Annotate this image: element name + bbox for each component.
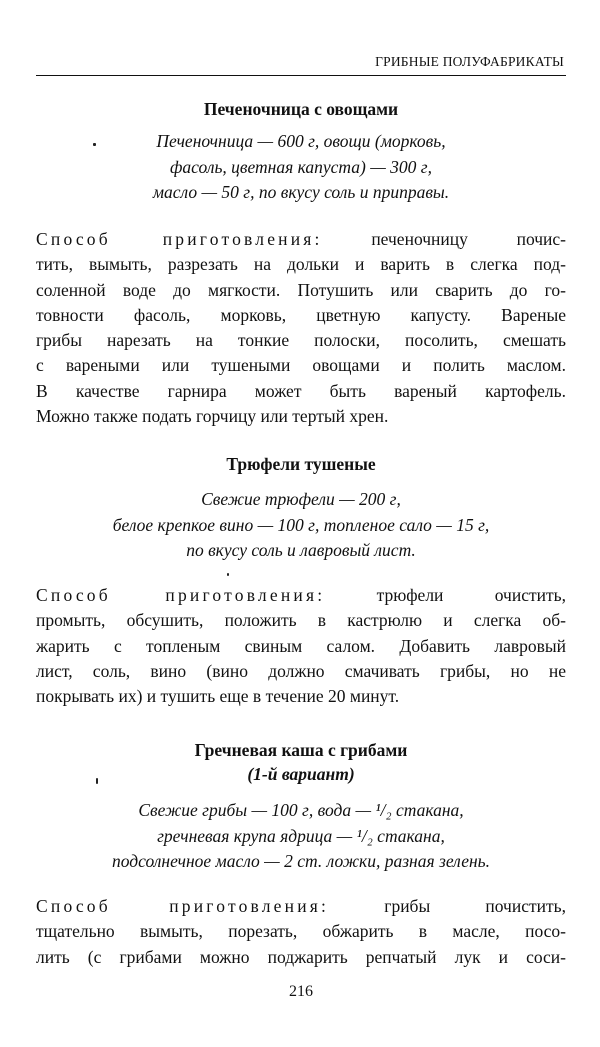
method-line: лить (с грибами можно поджарить репчатый лук и соси- <box>36 946 566 967</box>
recipe-title-line: Печеночница с овощами <box>203 99 399 119</box>
method-line: покрывать их) и тушить еще в течение 20 минут. <box>36 686 400 707</box>
method-line: тить, вымыть, разрезать на дольки и варить в слегка под- <box>36 254 566 275</box>
ingredient-line: Свежие грибы — 100 г, вода — ¹/₂ стакана, <box>138 800 464 820</box>
ingredient-line: фасоль, цветная капуста) — 300 г, <box>170 156 432 177</box>
method-first-line <box>36 227 566 252</box>
ingredients-3 <box>36 798 566 875</box>
header-rule <box>36 75 566 76</box>
method-line: промыть, обсушить, положить в кастрюлю и слегка об- <box>36 610 566 631</box>
scan-speck <box>93 143 96 146</box>
method-label: Способ приготовления: <box>36 896 330 916</box>
recipe-title-line: Гречневая каша с грибами <box>194 740 408 760</box>
ingredient-line: гречневая крупа ядрица — ¹/₂ стакана, <box>157 825 445 846</box>
ingredient-line: белое крепкое вино — 100 г, топленое сало — 15 г, <box>112 514 490 535</box>
method-line: с вареными или тушеными овощами и полить маслом. <box>36 355 566 376</box>
recipe-title-3 <box>36 738 566 786</box>
method-text: грибы почистить, <box>384 896 566 916</box>
recipe-title-1 <box>36 97 566 121</box>
ingredient-line: масло — 50 г, по вкусу соль и приправы. <box>152 182 450 202</box>
method-line: жарить с топленым свиным салом. Добавить лавровый <box>36 635 566 656</box>
method-text: трюфели очистить, <box>376 585 566 605</box>
ingredient-line: по вкусу соль и лавровый лист. <box>186 540 416 560</box>
method-2 <box>36 583 566 709</box>
ingredients-2 <box>36 487 566 564</box>
method-line: тщательно вымыть, порезать, обжарить в масле, посо- <box>36 921 566 942</box>
method-label: Способ приготовления: <box>36 585 326 605</box>
ingredient-line: подсолнечное масло — 2 ст. ложки, разная зелень. <box>111 851 491 871</box>
scan-speck <box>227 573 229 576</box>
recipe-title-line: Трюфели тушеные <box>226 454 376 474</box>
ingredients-1 <box>36 129 566 206</box>
method-line: лист, соль, вино (вино должно смачивать грибы, но не <box>36 660 566 681</box>
ingredient-line: Свежие трюфели — 200 г, <box>201 489 401 509</box>
ingredient-line: Печеночница — 600 г, овощи (морковь, <box>156 131 446 151</box>
method-text: печеночницу почис- <box>371 229 566 249</box>
method-line: соленной воде до мягкости. Потушить или сварить до го- <box>36 279 566 300</box>
method-line: грибы нарезать на тонкие полоски, посолить, смешать <box>36 330 566 351</box>
method-3 <box>36 894 566 970</box>
running-head: ГРИБНЫЕ ПОЛУФАБРИКАТЫ <box>375 54 564 69</box>
method-first-line <box>36 583 566 608</box>
method-first-line <box>36 894 566 919</box>
method-line: товности фасоль, морковь, цветную капусту. Вареные <box>36 304 566 325</box>
method-line: Можно также подать горчицу или тертый хрен. <box>36 406 389 427</box>
method-1 <box>36 227 566 429</box>
page-number: 216 <box>289 983 313 1000</box>
method-label: Способ приготовления: <box>36 229 323 249</box>
recipe-title-2 <box>36 452 566 476</box>
method-line: В качестве гарнира может быть вареный картофель. <box>36 380 566 401</box>
recipe-subtitle-line: (1-й вариант) <box>247 764 355 784</box>
scan-speck <box>96 778 98 784</box>
